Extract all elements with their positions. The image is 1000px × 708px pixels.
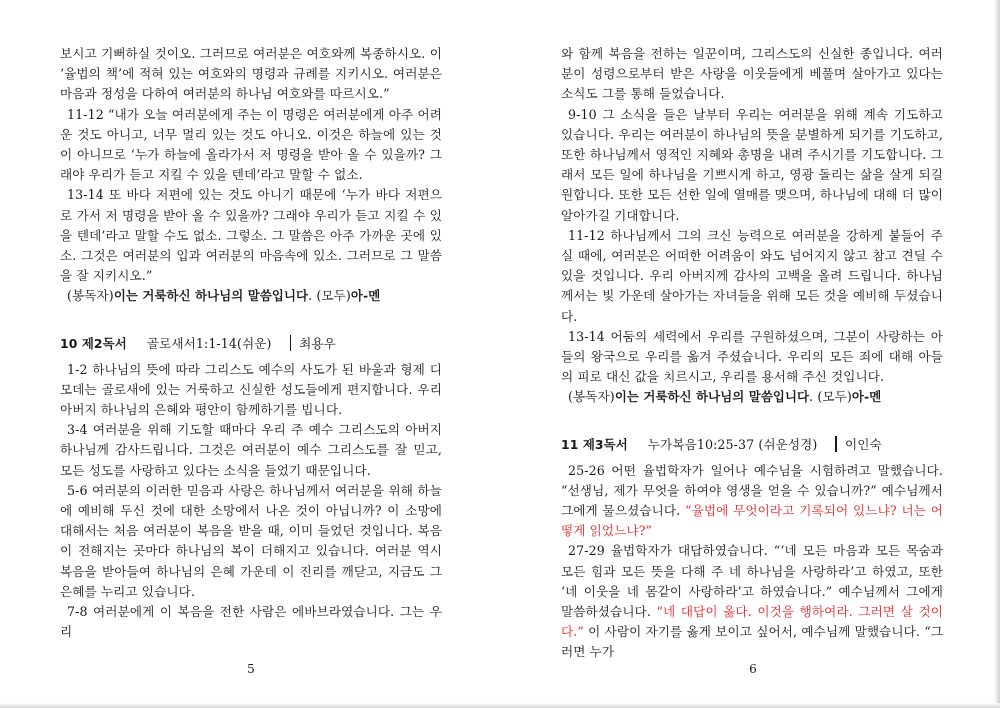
page-number: 5 [247, 662, 255, 676]
right-page [561, 44, 943, 663]
narrative-text: 이 사람이 자기를 옳게 보이고 싶어서, 예수님께 말했습니다. “그러면 누가 [561, 624, 943, 660]
paragraph [561, 541, 943, 662]
reader-declaration: 이는 거룩하신 하나님의 말씀입니다 [113, 288, 309, 304]
closing-period: . [308, 288, 313, 304]
scripture-reference: 골로새서1:1-14(쉬운) [146, 335, 272, 351]
paragraph: 보시고 기뻐하실 것이오. 그러므로 여러분은 여호와께 복종하시오. 이 ‘율법의 책’에 적혀 있는 여호와의 명령과 규례를 지키시오. 여러분은 마음과 정성을 다하여 여러분의 하나님 여호와를 따르시오.” [60, 46, 442, 102]
closing-response [568, 387, 943, 407]
reader-name: 이인숙 [844, 436, 882, 452]
reader-declaration: 이는 거룩하신 하나님의 말씀입니다 [614, 389, 810, 405]
heading-divider [835, 436, 837, 452]
spacer [561, 408, 943, 433]
closing-period: . [809, 389, 814, 405]
page-edge-shadow [0, 703, 1000, 708]
paragraph: 11-12 하나님께서 그의 크신 능력으로 여러분을 강하게 붙들어 주실 때에, 여러분은 어떠한 어려움이 와도 넘어지지 않고 참고 견딜 수 있을 것입니다. 우리 아버지께 감사의 고백을 올려 드립니다. 하나님께서는 빛 가운데 살아가는 자녀들을 위해 모든 것을 예비해 두셨습니다. [561, 227, 943, 324]
heading-divider [290, 335, 292, 351]
paragraph: 9-10 그 소식을 들은 날부터 우리는 여러분을 위해 계속 기도하고 있습니다. 우리는 여러분이 하나님의 뜻을 분별하게 되기를 기도하고, 또한 하나님께서 영적인 지혜와 총명을 내려 주시기를 기도합니다. 그래서 모든 일에 하나님을 기쁘시게 하고, 영광 돌리는 삶을 살게 되길 원합니다. 또한 모든 선한 일에 열매를 맺으며, 하나님에 대해 더 많이 알아가길 기대합니다. [561, 106, 943, 223]
paragraph: 5-6 여러분의 이러한 믿음과 사랑은 하나님께서 여러분을 위해 하늘에 예비해 두신 것에 대한 소망에서 나온 것이 아닙니까? 이 소망에 대해서는 처음 여러분이 복음을 받을 때, 이미 들었던 것입니다. 복음이 전해지는 곳마다 하나님의 복이 더해지고 있습니다. 여러분 역시 복음을 받아들여 하나님의 은혜 가운데 이 진리를 깨닫고, 지금도 그 은혜를 누리고 있습니다. [60, 482, 442, 599]
reading-heading [60, 332, 442, 354]
reader-name: 최용우 [299, 335, 336, 351]
all-tag: (모두) [813, 389, 852, 405]
narrative-text: 25-26 어떤 율법학자가 일어나 예수님을 시험하려고 말했습니다. “선생님, 제가 무엇을 하여야 영생을 얻을 수 있습니까?” 예수님께서 그에게 물으셨습니다. [561, 462, 943, 519]
reader-tag: (봉독자) [568, 389, 615, 405]
narrative-text: 27-29 율법학자가 대답하였습니다. “‘네 모든 마음과 모든 목숨과 모든 힘과 모든 뜻을 다해 주 네 하나님을 사랑하라’고 하였고, 또한 ‘네 이웃을 네 몸같이 사랑하라’고 하였습니다.” 예수님께서 그에게 말씀하셨습니다. [561, 543, 943, 620]
reading-number: 10 제2독서 [60, 335, 127, 351]
page-edge-shadow [994, 0, 1000, 708]
paragraph: 7-8 여러분에게 이 복음을 전한 사람은 에바브라였습니다. 그는 우리 [60, 604, 442, 640]
left-page [60, 44, 442, 642]
paragraph: 3-4 여러분을 위해 기도할 때마다 우리 주 예수 그리스도의 아버지 하나님께 감사드립니다. 그것은 여러분이 예수 그리스도를 잘 믿고, 모든 성도를 사랑하고 있다는 소식을 들었기 때문입니다. [60, 422, 442, 478]
spacer [60, 307, 442, 332]
paragraph: 11-12 “내가 오늘 여러분에게 주는 이 명령은 여러분에게 아주 어려운 것도 아니고, 너무 멀리 있는 것도 아니오. 이것은 하늘에 있는 것이 아니므로 ‘누가 하늘에 올라가서 저 명령을 받아 올 수 있을까? 그래야 우리가 듣고 지킬 수 있을 텐데’라고 말할 수 없소. [60, 106, 442, 183]
closing-response [67, 286, 442, 306]
paragraph: 13-14 또 바다 저편에 있는 것도 아니기 때문에 ‘누가 바다 저편으로 가서 저 명령을 받아 올 수 있을까? 그래야 우리가 듣고 지킬 수 있을 텐데’라고 말할 수도 없소. 그렇소. 그 말씀은 아주 가까운 곳에 있소. 그것은 여러분의 입과 여러분의 마음속에 있소. 그러므로 그 말씀을 잘 지키시오.” [60, 187, 442, 284]
scripture-reference: 누가복음10:25-37 (쉬운성경) [647, 436, 818, 452]
page-number: 6 [749, 662, 757, 676]
reader-tag: (봉독자) [67, 288, 114, 304]
congregation-response: 아-멘 [350, 288, 381, 304]
paragraph: 와 함께 복음을 전하는 일꾼이며, 그리스도의 신실한 종입니다. 여러분이 성령으로부터 받은 사랑을 이웃들에게 베풀며 살아가고 있다는 소식도 그를 통해 들었습니다. [561, 46, 943, 102]
all-tag: (모두) [312, 288, 351, 304]
reading-number: 11 제3독서 [561, 436, 628, 452]
paragraph: 1-2 하나님의 뜻에 따라 그리스도 예수의 사도가 된 바울과 형제 디모데는 골로새에 있는 거룩하고 신실한 성도들에게 편지합니다. 우리 아버지 하나님의 은혜와 평안이 함께하기를 빕니다. [60, 361, 442, 418]
paragraph: 13-14 어둠의 세력에서 우리를 구원하셨으며, 그분이 사랑하는 아들의 왕국으로 우리를 옮겨 주셨습니다. 우리의 모든 죄에 대해 아들의 피로 대신 값을 치르시고, 우리를 용서해 주신 것입니다. [561, 328, 943, 385]
reading-heading [561, 433, 943, 455]
congregation-response: 아-멘 [851, 389, 882, 405]
jesus-words: “네 대답이 옳다. 이것을 행하여라. 그러면 살 것이다.” [561, 604, 943, 640]
jesus-words: “율법에 무엇이라고 기록되어 있느냐? 너는 어떻게 읽었느냐?” [561, 503, 944, 539]
paragraph [561, 461, 943, 542]
